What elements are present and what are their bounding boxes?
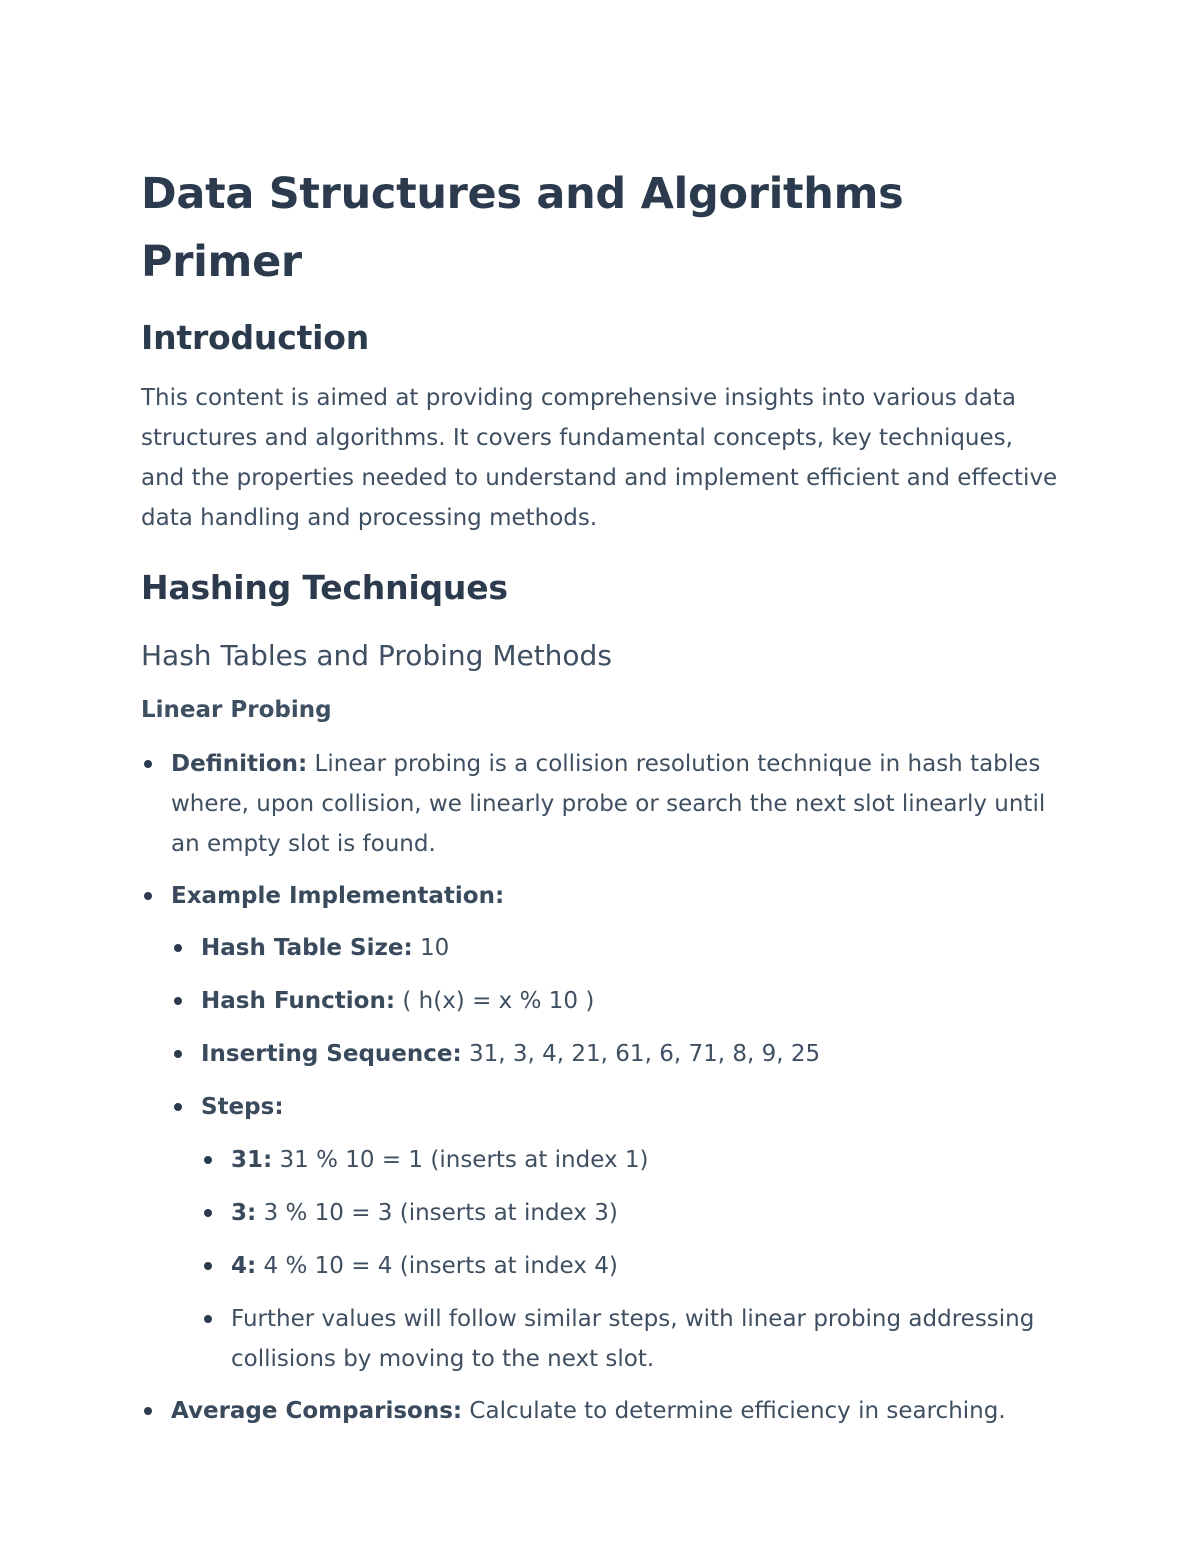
steps-label: Steps: [201, 1094, 284, 1120]
table-size-value: 10 [412, 935, 450, 961]
list-item-example [141, 876, 1061, 1379]
step-item-further [201, 1299, 1061, 1379]
step-label: 3: [231, 1200, 257, 1226]
average-text: Calculate to determine efficiency in searching. [462, 1398, 1006, 1424]
bullet-icon [204, 1315, 212, 1323]
list-item-average [141, 1391, 1061, 1431]
bullet-icon [204, 1262, 212, 1270]
steps-list [201, 1140, 1061, 1379]
bullet-icon [174, 1103, 182, 1111]
introduction-heading: Introduction [141, 318, 370, 357]
linear-probing-heading: Linear Probing [141, 697, 332, 723]
list-item-hash-function [171, 981, 1061, 1021]
bullet-icon [144, 1407, 152, 1415]
hash-function-value: ( h(x) = x % 10 ) [395, 988, 595, 1014]
example-label: Example Implementation: [171, 883, 505, 909]
list-item-steps [171, 1087, 1061, 1379]
sequence-label: Inserting Sequence: [201, 1041, 462, 1067]
definition-text: Linear probing is a collision resolution technique in hash tables where, upon collision, we linearly probe or search the next slot linearly until an empty slot is found. [171, 751, 1046, 857]
document-title: Data Structures and Algorithms Primer [141, 169, 904, 287]
step-item [201, 1246, 1061, 1286]
bullet-icon [174, 1050, 182, 1058]
bullet-icon [174, 997, 182, 1005]
list-item-table-size [171, 928, 1061, 968]
step-item [201, 1140, 1061, 1180]
step-item [201, 1193, 1061, 1233]
table-size-label: Hash Table Size: [201, 935, 413, 961]
bullet-icon [204, 1209, 212, 1217]
step-label: 4: [231, 1253, 257, 1279]
list-item-sequence [171, 1034, 1061, 1074]
definition-label: Definition: [171, 751, 308, 777]
introduction-paragraph: This content is aimed at providing comprehensive insights into various data structures and algorithms. It covers fundamental concepts, key techniques, and the properties needed to understand and implement efficient and effective data handling and processing methods. [141, 385, 1058, 531]
linear-probing-list [141, 744, 1061, 1431]
average-label: Average Comparisons: [171, 1398, 463, 1424]
hashing-heading: Hashing Techniques [141, 568, 508, 607]
bullet-icon [144, 760, 152, 768]
document-content [141, 160, 1061, 1431]
list-item-definition [141, 744, 1061, 864]
step-text: 4 % 10 = 4 (inserts at index 4) [256, 1253, 618, 1279]
bullet-icon [204, 1156, 212, 1164]
step-text: 3 % 10 = 3 (inserts at index 3) [256, 1200, 618, 1226]
hash-function-label: Hash Function: [201, 988, 396, 1014]
sequence-value: 31, 3, 4, 21, 61, 6, 71, 8, 9, 25 [461, 1041, 821, 1067]
step-label: 31: [231, 1147, 273, 1173]
further-steps-text: Further values will follow similar steps, with linear probing addressing collisions by moving to the next slot. [231, 1306, 1035, 1372]
step-text: 31 % 10 = 1 (inserts at index 1) [272, 1147, 649, 1173]
bullet-icon [174, 944, 182, 952]
hash-tables-subheading: Hash Tables and Probing Methods [141, 639, 612, 672]
bullet-icon [144, 892, 152, 900]
example-list [171, 928, 1061, 1379]
